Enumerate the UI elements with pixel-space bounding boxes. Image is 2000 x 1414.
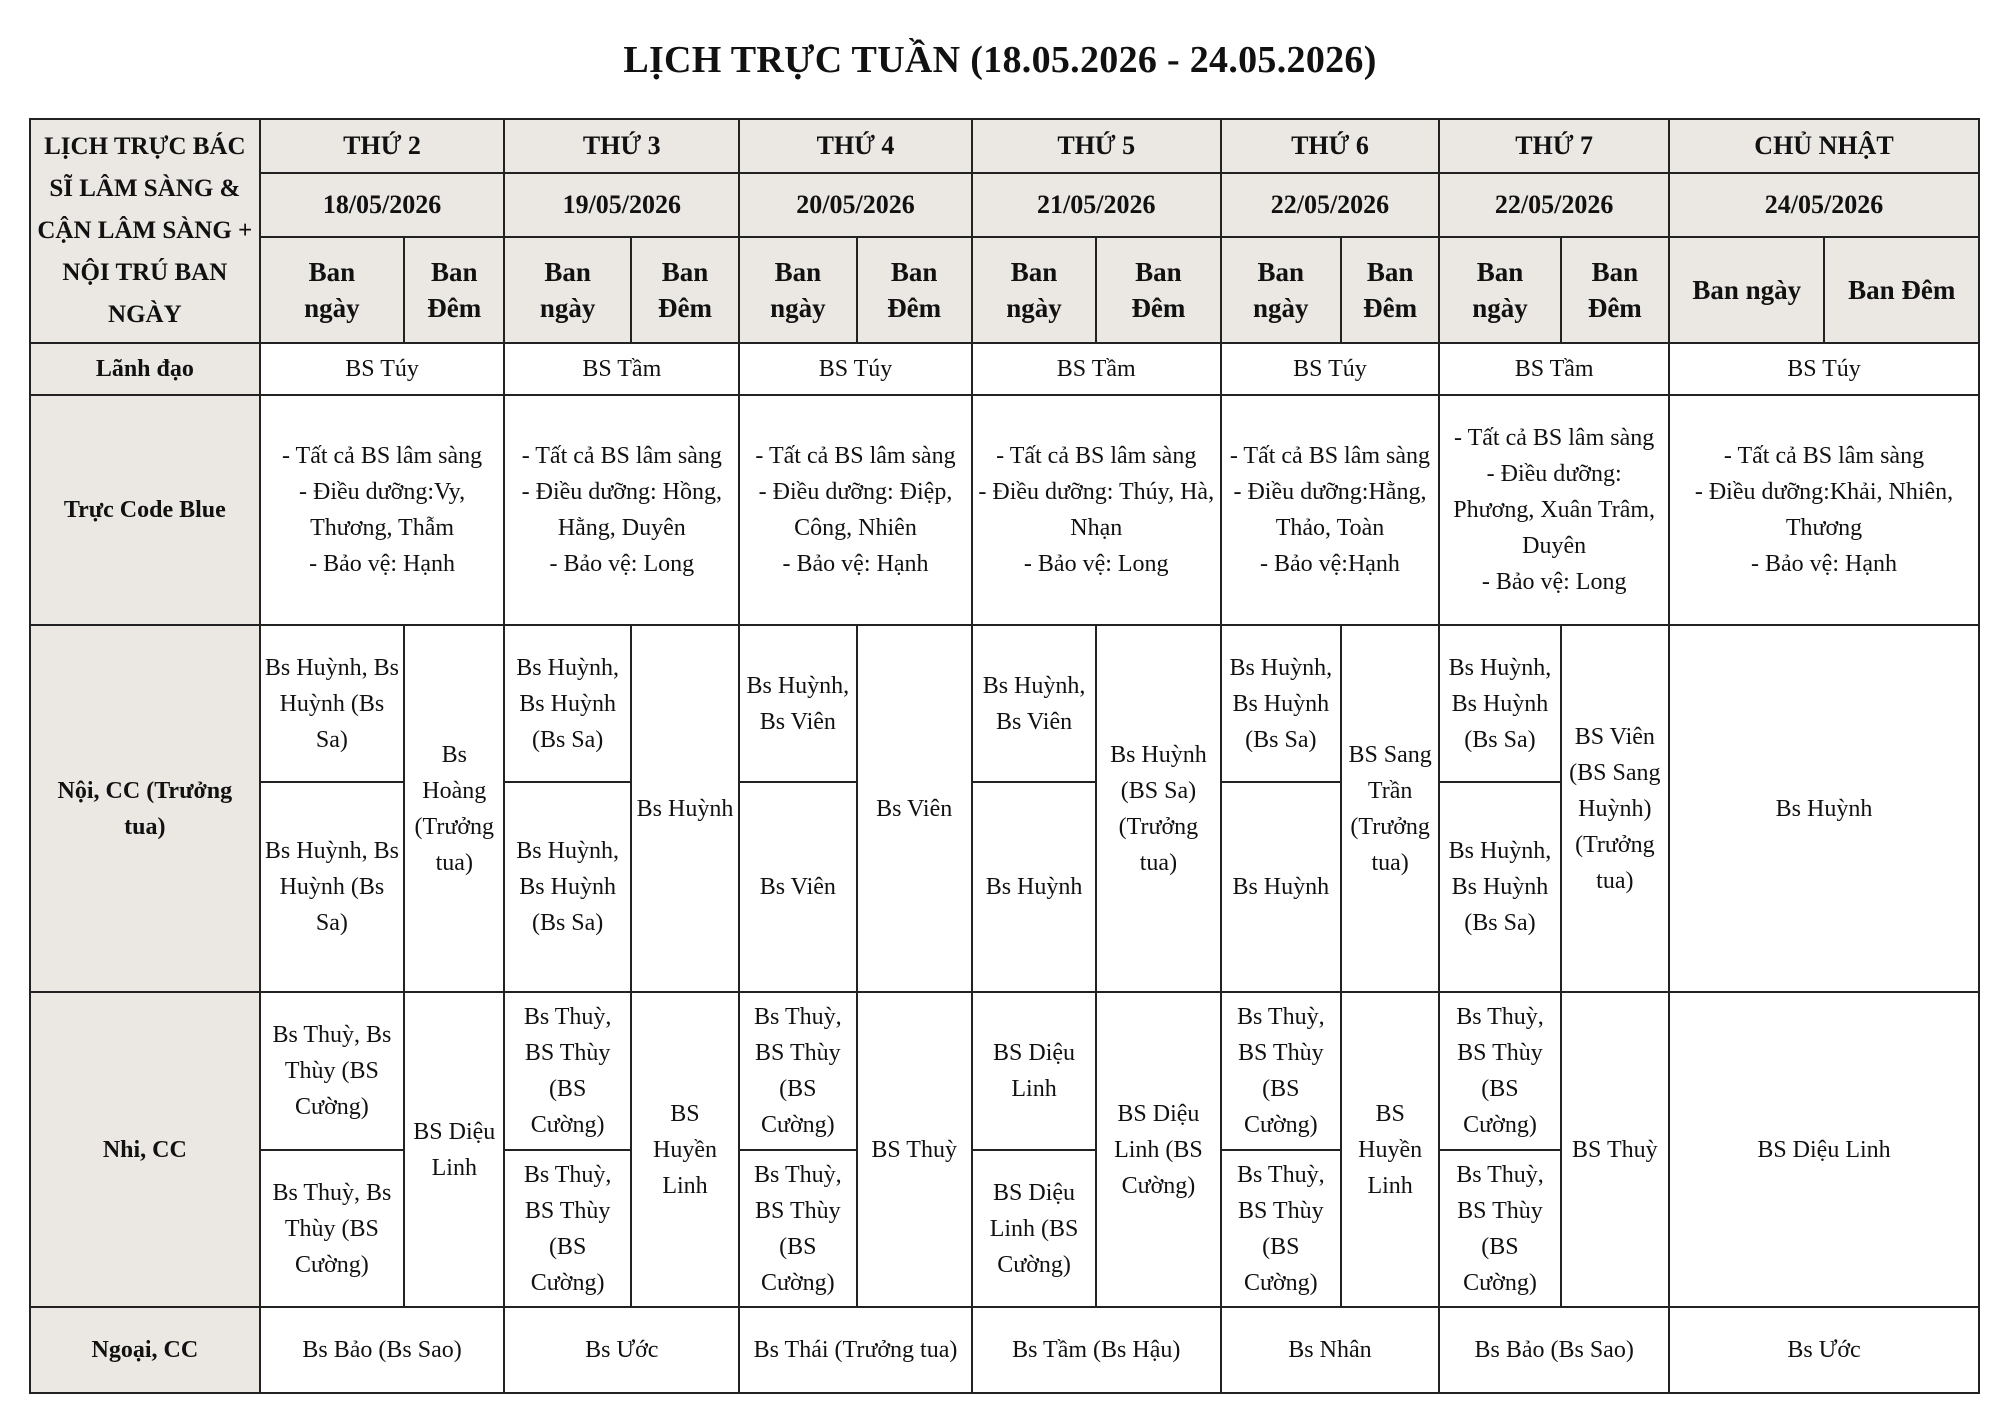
noi-night-cell: BS Sang Trần (Trưởng tua) [1341,625,1439,992]
nhi-day-cell: Bs Thuỳ, BS Thùy (BS Cường) [1439,992,1560,1150]
noi-day-cell: Bs Huỳnh, Bs Huỳnh (Bs Sa) [504,782,630,992]
shift-day-label: Ban ngày [1221,237,1341,343]
ngoai-cell: Bs Bảo (Bs Sao) [1439,1307,1669,1393]
noi-night-cell: Bs Huỳnh (BS Sa) (Trưởng tua) [1096,625,1220,992]
row-label: Ngoại, CC [30,1307,260,1393]
noi-sunday-cell: Bs Huỳnh [1669,625,1979,992]
noi-night-cell: Bs Hoàng (Trưởng tua) [404,625,504,992]
nhi-day-cell: Bs Thuỳ, Bs Thùy (BS Cường) [260,1150,404,1307]
shift-night-label: Ban Đêm [1561,237,1669,343]
date-cn: 24/05/2026 [1669,173,1979,237]
row-nhi-upper [30,992,1979,1150]
date-thu2: 18/05/2026 [260,173,505,237]
ngoai-cell: Bs Ước [504,1307,739,1393]
nhi-night-cell: BS Thuỳ [857,992,972,1307]
day-header-thu7: THỨ 7 [1439,119,1669,173]
lanh-dao-cell: BS Tầm [504,343,739,395]
date-thu6: 22/05/2026 [1221,173,1440,237]
noi-day-cell: Bs Huỳnh, Bs Huỳnh (Bs Sa) [260,782,404,992]
nhi-night-cell: BS Diệu Linh [404,992,504,1307]
noi-night-cell: BS Viên (BS Sang Huỳnh) (Trưởng tua) [1561,625,1669,992]
noi-night-cell: Bs Viên [857,625,972,992]
shift-day-label: Ban ngày [260,237,404,343]
lanh-dao-cell: BS Túy [1669,343,1979,395]
header-row-days [30,119,1979,173]
day-header-thu3: THỨ 3 [504,119,739,173]
code-blue-cell: - Tất cả BS lâm sàng - Điều dưỡng: Phương, Xuân Trâm, Duyên - Bảo vệ: Long [1439,395,1669,625]
row-label: Nội, CC (Trưởng tua) [30,625,260,992]
row-label: Nhi, CC [30,992,260,1307]
nhi-day-cell: Bs Thuỳ, BS Thùy (BS Cường) [739,992,856,1150]
day-header-thu5: THỨ 5 [972,119,1221,173]
noi-day-cell: Bs Huỳnh [1221,782,1341,992]
nhi-day-cell: Bs Thuỳ, BS Thùy (BS Cường) [1221,992,1341,1150]
ngoai-cell: Bs Nhân [1221,1307,1440,1393]
date-thu4: 20/05/2026 [739,173,972,237]
row-label: Trực Code Blue [30,395,260,625]
day-header-thu4: THỨ 4 [739,119,972,173]
lanh-dao-cell: BS Tầm [972,343,1221,395]
nhi-night-cell: BS Huyền Linh [1341,992,1439,1307]
shift-night-label: Ban Đêm [1341,237,1439,343]
ngoai-cell: Bs Tầm (Bs Hậu) [972,1307,1221,1393]
row-label: Lãnh đạo [30,343,260,395]
shift-day-label: Ban ngày [504,237,630,343]
shift-day-label: Ban ngày [1439,237,1560,343]
row-code-blue [30,395,1979,625]
noi-day-cell: Bs Huỳnh, Bs Huỳnh (Bs Sa) [1221,625,1341,782]
code-blue-cell: - Tất cả BS lâm sàng - Điều dưỡng: Thúy, Hà, Nhạn - Bảo vệ: Long [972,395,1221,625]
code-blue-cell: - Tất cả BS lâm sàng - Điều dưỡng:Khải, Nhiên, Thương - Bảo vệ: Hạnh [1669,395,1979,625]
noi-day-cell: Bs Viên [739,782,856,992]
nhi-day-cell: Bs Thuỳ, BS Thùy (BS Cường) [504,992,630,1150]
noi-day-cell: Bs Huỳnh, Bs Huỳnh (Bs Sa) [1439,782,1560,992]
code-blue-cell: - Tất cả BS lâm sàng - Điều dưỡng:Vy, Thương, Thẫm - Bảo vệ: Hạnh [260,395,505,625]
noi-day-cell: Bs Huỳnh [972,782,1096,992]
code-blue-cell: - Tất cả BS lâm sàng - Điều dưỡng: Điệp, Công, Nhiên - Bảo vệ: Hạnh [739,395,972,625]
shift-night-label: Ban Đêm [1096,237,1220,343]
noi-day-cell: Bs Huỳnh, Bs Viên [739,625,856,782]
day-header-cn: CHỦ NHẬT [1669,119,1979,173]
shift-night-label: Ban Đêm [1824,237,1979,343]
date-thu3: 19/05/2026 [504,173,739,237]
row-lanh-dao [30,343,1979,395]
day-header-thu2: THỨ 2 [260,119,505,173]
noi-night-cell: Bs Huỳnh [631,625,739,992]
noi-day-cell: Bs Huỳnh, Bs Huỳnh (Bs Sa) [260,625,404,782]
day-header-thu6: THỨ 6 [1221,119,1440,173]
row-noi-upper [30,625,1979,782]
code-blue-cell: - Tất cả BS lâm sàng - Điều dưỡng: Hồng, Hằng, Duyên - Bảo vệ: Long [504,395,739,625]
lanh-dao-cell: BS Tầm [1439,343,1669,395]
nhi-day-cell: Bs Thuỳ, Bs Thùy (BS Cường) [260,992,404,1150]
nhi-sunday-cell: BS Diệu Linh [1669,992,1979,1307]
noi-day-cell: Bs Huỳnh, Bs Huỳnh (Bs Sa) [504,625,630,782]
noi-day-cell: Bs Huỳnh, Bs Viên [972,625,1096,782]
noi-day-cell: Bs Huỳnh, Bs Huỳnh (Bs Sa) [1439,625,1560,782]
ngoai-cell: Bs Thái (Trưởng tua) [739,1307,972,1393]
header-row-dates [30,173,1979,237]
nhi-day-cell: BS Diệu Linh [972,992,1096,1150]
date-thu7: 22/05/2026 [1439,173,1669,237]
ngoai-cell: Bs Bảo (Bs Sao) [260,1307,505,1393]
nhi-day-cell: Bs Thuỳ, BS Thùy (BS Cường) [1439,1150,1560,1307]
row-ngoai [30,1307,1979,1393]
corner-label: LỊCH TRỰC BÁC SĨ LÂM SÀNG & CẬN LÂM SÀNG + NỘI TRÚ BAN NGÀY [30,119,260,343]
nhi-night-cell: BS Huyền Linh [631,992,739,1307]
duty-schedule-table [29,118,1980,1394]
nhi-day-cell: Bs Thuỳ, BS Thùy (BS Cường) [1221,1150,1341,1307]
lanh-dao-cell: BS Túy [739,343,972,395]
lanh-dao-cell: BS Túy [1221,343,1440,395]
nhi-night-cell: BS Diệu Linh (BS Cường) [1096,992,1220,1307]
shift-day-label: Ban ngày [739,237,856,343]
shift-night-label: Ban Đêm [631,237,739,343]
shift-day-label: Ban ngày [972,237,1096,343]
header-row-shifts [30,237,1979,343]
ngoai-cell: Bs Ước [1669,1307,1979,1393]
code-blue-cell: - Tất cả BS lâm sàng - Điều dưỡng:Hằng, Thảo, Toàn - Bảo vệ:Hạnh [1221,395,1440,625]
shift-night-label: Ban Đêm [404,237,504,343]
nhi-day-cell: BS Diệu Linh (BS Cường) [972,1150,1096,1307]
nhi-night-cell: BS Thuỳ [1561,992,1669,1307]
date-thu5: 21/05/2026 [972,173,1221,237]
lanh-dao-cell: BS Túy [260,343,505,395]
shift-night-label: Ban Đêm [857,237,972,343]
shift-day-label: Ban ngày [1669,237,1824,343]
nhi-day-cell: Bs Thuỳ, BS Thùy (BS Cường) [504,1150,630,1307]
page-title: LỊCH TRỰC TUẦN (18.05.2026 - 24.05.2026) [623,39,1377,81]
nhi-day-cell: Bs Thuỳ, BS Thùy (BS Cường) [739,1150,856,1307]
